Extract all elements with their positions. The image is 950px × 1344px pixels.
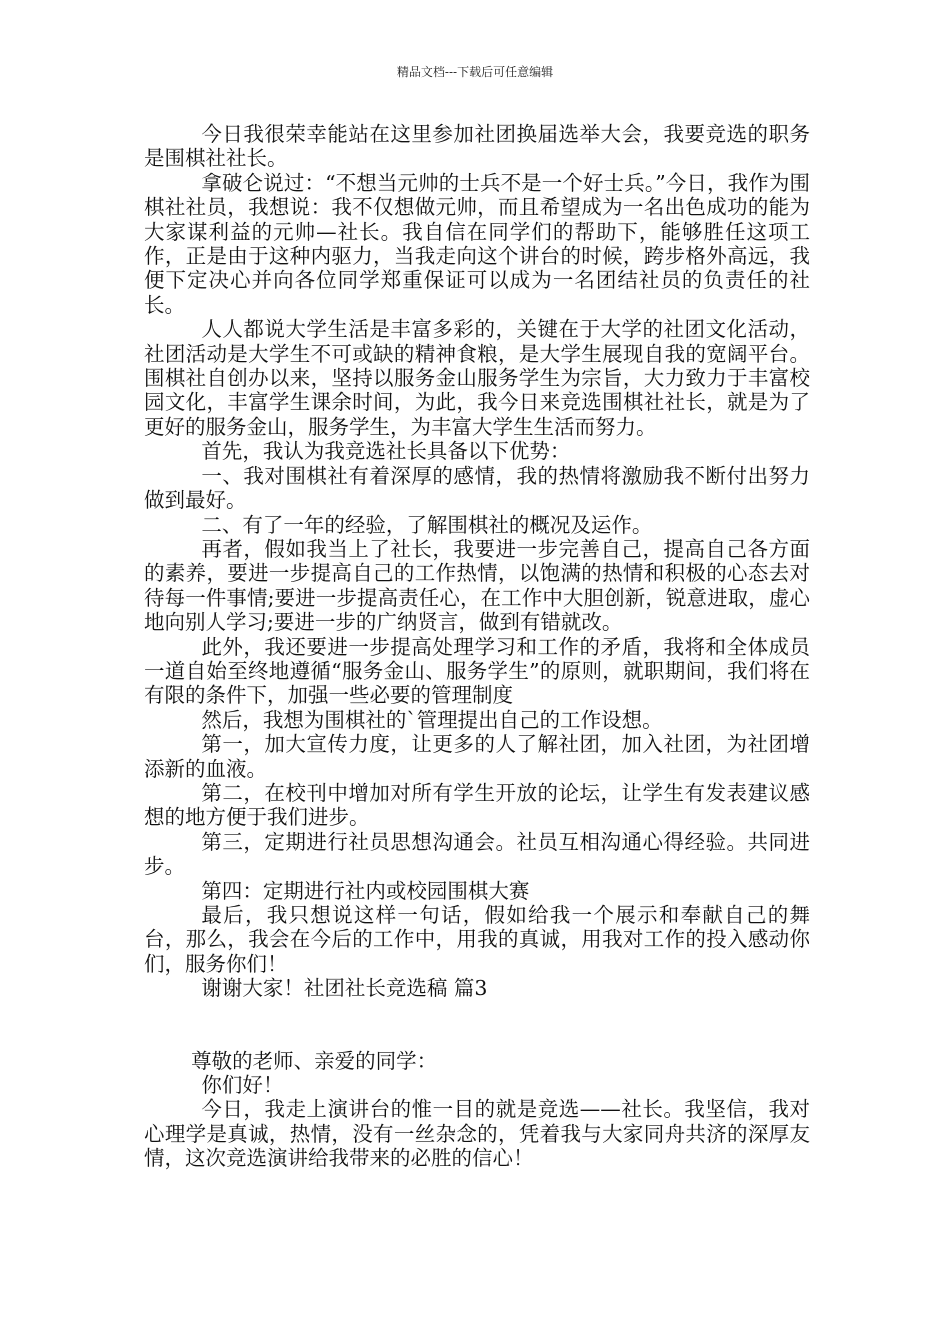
paragraph: 二、有了一年的经验，了解围棋社的概况及运作。 <box>201 512 653 537</box>
paragraph: 第三，定期进行社员思想沟通会。社员互相沟通心得经验。共同进步。 <box>144 829 810 879</box>
paragraph: 第四：定期进行社内或校园围棋大赛 <box>201 878 530 903</box>
section-title-line: 谢谢大家！社团社长竞选稿 篇3 <box>201 976 488 1001</box>
paragraph: 第二，在校刊中增加对所有学生开放的论坛，让学生有发表建议感想的地方便于我们进步。 <box>144 780 810 830</box>
paragraph: 再者，假如我当上了社长，我要进一步完善自己，提高自己各方面的素养，要进一步提高自己的工作热情，以饱满的热情和积极的心态去对待每一件事情;要进一步提高责任心，在工作中大胆创新，锐意进取，虚心地向别人学习;要进一步的广纳贤言，做到有错就改。 <box>144 536 810 635</box>
paragraph: 一、我对围棋社有着深厚的感情，我的热情将激励我不断付出努力做到最好。 <box>144 463 810 513</box>
paragraph: 第一，加大宣传力度，让更多的人了解社团，加入社团，为社团增添新的血液。 <box>144 732 810 781</box>
paragraph: 此外，我还要进一步提高处理学习和工作的矛盾，我将和全体成员一道自始至终地遵循“服务金山、服务学生”的原则，就职期间，我们将在有限的条件下，加强一些必要的管理制度 <box>144 634 810 708</box>
paragraph: 最后，我只想说这样一句话，假如给我一个展示和奉献自己的舞台，那么，我会在今后的工作中，用我的真诚，用我对工作的投入感动你们，服务你们！ <box>144 903 810 976</box>
document-body <box>144 122 810 1171</box>
page-header: 精品文档---下载后可任意编辑 <box>396 65 554 79</box>
salutation: 尊敬的老师、亲爱的同学： <box>191 1048 438 1073</box>
section-gap <box>144 1001 810 1049</box>
paragraph: 拿破仑说过：“不想当元帅的士兵不是一个好士兵。”今日，我作为围棋社社员，我想说：我不仅想做元帅，而且希望成为一名出色成功的能为大家谋利益的元帅—社长。我自信在同学们的帮助下，能够胜任这项工作，正是由于这种内驱力，当我走向这个讲台的时候，跨步格外高远，我便下定决心并向各位同学郑重保证可以成为一名团结社员的负责任的社长。 <box>144 170 810 317</box>
paragraph: 首先，我认为我竞选社长具备以下优势： <box>201 439 571 464</box>
paragraph: 人人都说大学生活是丰富多彩的，关键在于大学的社团文化活动，社团活动是大学生不可或缺的精神食粮，是大学生展现自我的宽阔平台。围棋社自创办以来，坚持以服务金山服务学生为宗旨，大力致力于丰富校园文化，丰富学生课余时间，为此，我今日来竞选围棋社社长，就是为了更好的服务金山，服务学生，为丰富大学生生活而努力。 <box>144 317 810 439</box>
paragraph: 然后，我想为围棋社的`管理提出自己的工作设想。 <box>201 707 663 732</box>
greeting: 你们好！ <box>201 1073 284 1098</box>
paragraph: 今日，我走上演讲台的惟一目的就是竞选——社长。我坚信，我对心理学是真诚，热情，没有一丝杂念的，凭着我与大家同舟共济的深厚友情，这次竞选演讲给我带来的必胜的信心！ <box>144 1097 810 1171</box>
paragraph: 今日我很荣幸能站在这里参加社团换届选举大会，我要竞选的职务是围棋社社长。 <box>144 122 810 171</box>
